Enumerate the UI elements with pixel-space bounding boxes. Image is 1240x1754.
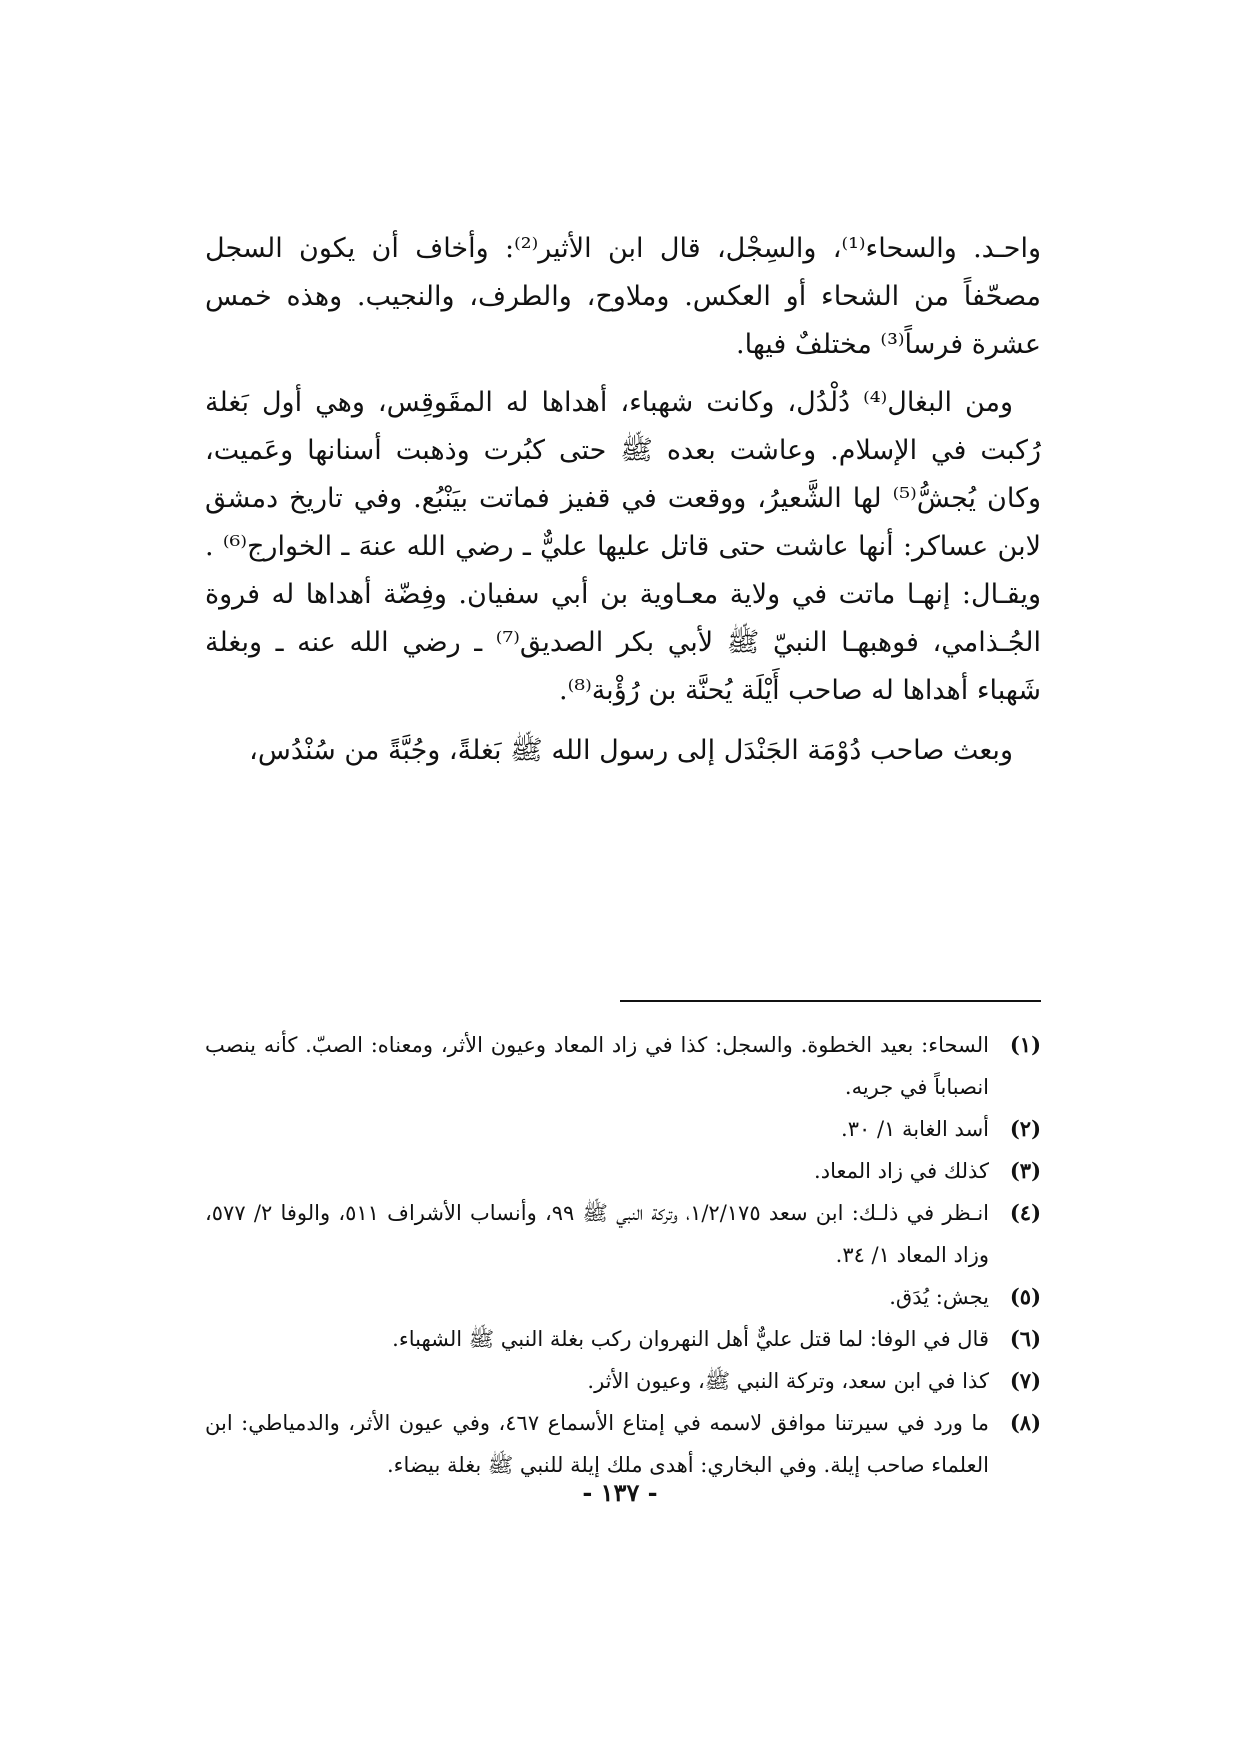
footnotes — [205, 1024, 1041, 1486]
footnote-text: ما ورد في سيرتنا موافق لاسمه في إمتاع الأسماع ٤٦٧، وفي عيون الأثر، والدمياطي: ابن العلماء صاحب إيلة. وفي البخاري: أهدى ملك إيلة للنبي ﷺ بغلة بيضاء. — [205, 1411, 989, 1477]
footnote-text: أسد الغابة ١/ ٣٠. — [841, 1117, 989, 1141]
footnote-text: كذلك في زاد المعاد. — [814, 1159, 989, 1183]
footnote-item — [205, 1402, 1041, 1486]
footnote-number: (١) — [1009, 1032, 1041, 1057]
footnote-number: (٧) — [1009, 1368, 1041, 1393]
footnote-separator — [620, 1000, 1041, 1002]
footnote-item — [205, 1192, 1041, 1276]
footnote-item — [205, 1108, 1041, 1150]
footnote-item — [205, 1276, 1041, 1318]
footnote-item — [205, 1024, 1041, 1108]
paragraph-mules: ومن البغال⁽⁴⁾ دُلْدُل، وكانت شهباء، أهداها له المقَوقِس، وهي أول بَغلة رُكبت في الإسلام. وعاشت بعده ﷺ حتى كبُرت وذهبت أسنانها وعَميت، وكان يُجشُّ⁽⁵⁾ لها الشَّعيرُ، ووقعت في قفيز فماتت بيَنْبُع. وفي تاريخ دمشق لابن عساكر: أنها عاشت حتى قاتل عليها عليٌّ ـ رضي الله عنهَ ـ الخوارج⁽⁶⁾ . ويقـال: إنهـا ماتت في ولاية معـاوية بن أبي سفيان. وفِضّة أهداها له فروة الجُـذامي، فوهبهـا النبيّ ﷺ لأبي بكر الصديق⁽⁷⁾ ـ رضي الله عنه ـ وبغلة شَهباء أهداها له صاحب أَيْلَة يُحنَّة بن رُؤْبة⁽⁸⁾. — [205, 387, 1042, 706]
footnote-item — [205, 1318, 1041, 1360]
footnote-number: (٦) — [1009, 1326, 1041, 1351]
main-text — [205, 225, 1041, 785]
footnote-number: (٤) — [1009, 1200, 1041, 1225]
page-number: - ١٣٧ - — [582, 1478, 658, 1507]
footnote-number: (٥) — [1009, 1284, 1041, 1309]
paragraph-horses: واحـد. والسحاء⁽¹⁾، والسِجْل، قال ابن الأثير⁽²⁾: وأخاف أن يكون السجل مصحّفاً من الشحاء أو العكس. وملاوح، والطرف، والنجيب. وهذه خمس عشرة فرساً⁽³⁾ مختلفٌ فيها. — [205, 233, 1041, 360]
footnote-number: (٨) — [1009, 1410, 1041, 1435]
footnote-text: انـظر في ذلـك: ابن سعد ١/٢/١٧٥، وتركة النبي ﷺ ٩٩، وأنساب الأشراف ٥١١، والوفا ٢/ ٥٧٧، وزاد المعاد ١/ ٣٤. — [205, 1201, 990, 1267]
footnote-text: قال في الوفا: لما قتل عليٌّ أهل النهروان ركب بغلة النبي ﷺ الشهباء. — [392, 1327, 989, 1351]
footnote-number: (٣) — [1009, 1158, 1041, 1183]
paragraph-dumat-al-jandal: وبعث صاحب دُوْمَة الجَنْدَل إلى رسول الله ﷺ بَغلةً، وجُبَّةً من سُنْدُس، — [249, 735, 1013, 766]
footnote-number: (٢) — [1009, 1116, 1041, 1141]
footnote-text: يجش: يُدَق. — [889, 1285, 989, 1309]
footnote-item — [205, 1150, 1041, 1192]
footnote-item — [205, 1360, 1041, 1402]
footnote-text: السحاء: بعيد الخطوة. والسجل: كذا في زاد المعاد وعيون الأثر، ومعناه: الصبّ. كأنه ينصب انصباباً في جريه. — [205, 1033, 989, 1099]
footnote-text: كذا في ابن سعد، وتركة النبي ﷺ، وعيون الأثر. — [587, 1369, 989, 1393]
